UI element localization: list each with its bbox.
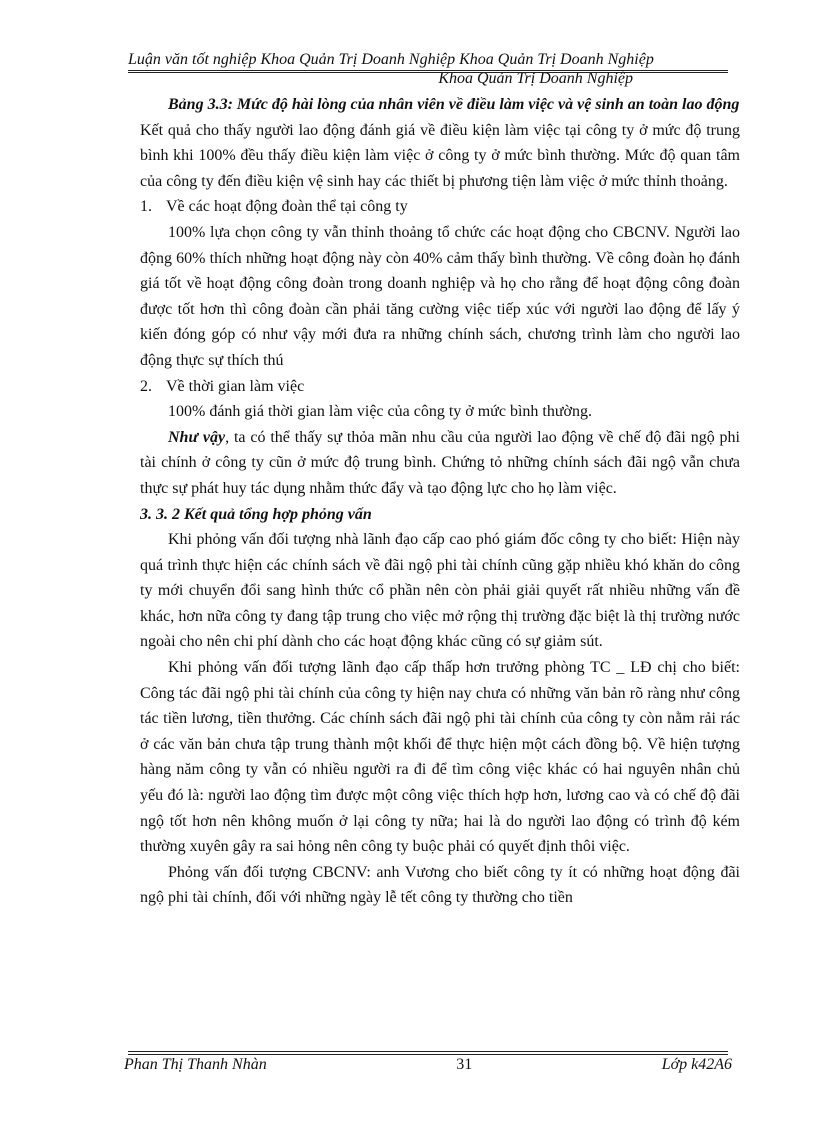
paragraph-text: , ta có thể thấy sự thỏa mãn nhu cầu của người lao động về chế độ đãi ngộ phi tài chính ở công ty cũn ở mức độ trung bình. Chứng tỏ những chính sách đãi ngộ vẫn chưa thực sự phát huy tác dụng nhằm thức đẩy và tạo động lực cho họ làm việc. — [140, 428, 740, 497]
numbered-item — [140, 374, 740, 400]
header-title-line-2: Khoa Quản Trị Doanh Nghiệp — [438, 70, 633, 87]
section-heading: 3. 3. 2 Kết quả tổng hợp phỏng vấn — [140, 505, 372, 523]
item-number: 1. — [140, 198, 152, 216]
header-rule — [128, 70, 728, 71]
footer-rule — [128, 1051, 728, 1052]
paragraph: Khi phỏng vấn đối tượng nhà lãnh đạo cấp cao phó giám đốc công ty cho biết: Hiện này quá trình thực hiện các chính sách về đãi ngộ phi tài chính cũng gặp nhiều khó khăn do công ty mới chuyển đổi sang hình thức cổ phần nên còn phải giải quyết rất nhiều những vấn đề khác, hơn nữa công ty đang tập trung cho việc mở rộng thị trường đặc biệt là thị trường nước ngoài cho nên chi phí dành cho các hoạt động khác cũng có sự giảm sút. — [140, 531, 740, 651]
paragraph: Phỏng vấn đối tượng CBCNV: anh Vương cho biết công ty ít có những hoạt động đãi ngộ phi tài chính, đối với những ngày lễ tết công ty thường cho tiền — [140, 863, 740, 907]
paragraph — [140, 425, 740, 502]
paragraph: 100% lựa chọn công ty vẫn thỉnh thoảng tổ chức các hoạt động cho CBCNV. Người lao động 60% thích những hoạt động này còn 40% cảm thấy bình thường. Về công đoàn họ đánh giá tốt về hoạt động công đoàn trong doanh nghiệp và họ cho rằng để hoạt động công đoàn được tốt hơn thì công đoàn cần phải tăng cường việc tiếp xúc với người lao động để lấy ý kiến đóng góp có như vậy mới đưa ra những chính sách, chương trình làm cho người lao động thực sự thích thú — [140, 223, 740, 369]
emphasis-lead: Như vậy — [168, 428, 226, 446]
item-label: Về thời gian làm việc — [166, 377, 305, 395]
paragraph: Kết quả cho thấy người lao động đánh giá về điều kiện làm việc tại công ty ở mức độ trung bình khi 100% đều thấy điều kiện làm việc ở công ty ở mức bình thường. Mức độ quan tâm của công ty đến điều kiện vệ sinh hay các thiết bị phương tiện làm việc ở mức thỉnh thoảng. — [140, 121, 740, 190]
footer-class: Lớp k42A6 — [661, 1056, 732, 1073]
footer-rule-2 — [128, 1054, 728, 1055]
item-label: Về các hoạt động đoàn thể tại công ty — [166, 198, 408, 216]
numbered-item — [140, 194, 740, 220]
footer — [124, 1056, 732, 1074]
footer-author: Phan Thị Thanh Nhàn — [124, 1056, 267, 1073]
paragraph: Khi phỏng vấn đối tượng lãnh đạo cấp thấp hơn trưởng phòng TC _ LĐ chị cho biết: Công tác đãi ngộ phi tài chính của công ty hiện nay chưa có những văn bản rõ ràng như công tác tiền lương, tiền thưởng. Các chính sách đãi ngộ phi tài chính của công ty còn nằm rải rác ở các văn bản chưa tập trung thành một khối để thực hiện một cách đồng bộ. Về hiện tượng hàng năm công ty vẫn có nhiều người ra đi để tìm công việc khác có hai nguyên nhân chủ yếu đó là: người lao động tìm được một công việc thích hợp hơn, lương cao và có chế độ đãi ngộ tốt hơn nên không muốn ở lại công ty nữa; hai là do người lao động có trình độ kém thường xuyên gây ra sai hỏng nên công ty buộc phải có quyết định thôi việc. — [140, 659, 740, 856]
paragraph: 100% đánh giá thời gian làm việc của công ty ở mức bình thường. — [168, 403, 592, 421]
header-rule-2 — [128, 72, 728, 73]
page-number: 31 — [456, 1056, 473, 1073]
page-body — [140, 92, 740, 911]
header-title-line-1: Luận văn tốt nghiệp Khoa Quản Trị Doanh Nghiệp Khoa Quản Trị Doanh Nghiệp — [128, 51, 654, 68]
item-number: 2. — [140, 377, 152, 395]
table-caption: Bảng 3.3: Mức độ hài lòng của nhân viên về điều làm việc và vệ sinh an toàn lao động — [168, 96, 740, 113]
